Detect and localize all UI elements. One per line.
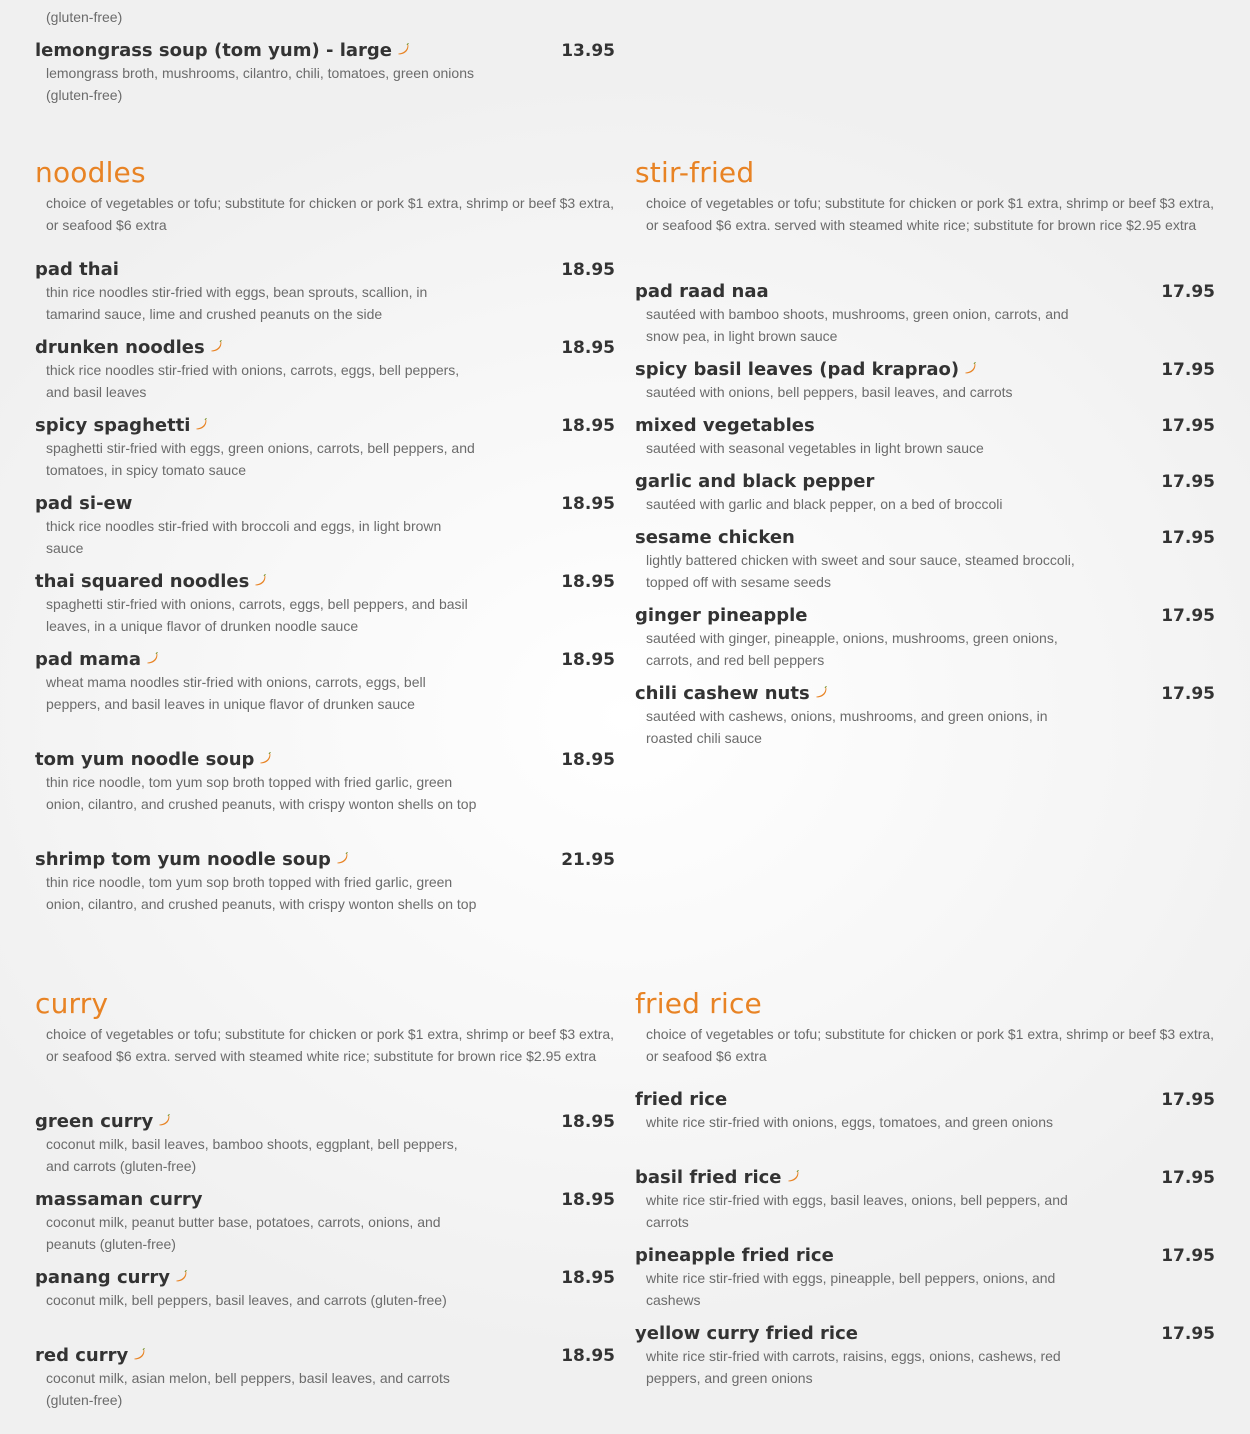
item-name: lemongrass soup (tom yum) - large	[35, 40, 393, 61]
menu-item-ginger-pineapple	[635, 605, 1215, 671]
item-price: 21.95	[561, 850, 615, 870]
menu-item-drunken-noodles	[35, 337, 615, 403]
menu-item-pineapple-fried-rice	[635, 1245, 1215, 1311]
chili-pepper-icon	[336, 852, 348, 864]
item-name: shrimp tom yum noodle soup	[35, 849, 331, 870]
menu-item-thai-squared-noodles	[35, 571, 615, 637]
item-description: spaghetti stir-fried with eggs, green onions, carrots, bell peppers, and tomatoes, in spicy tomato sauce	[46, 440, 475, 478]
menu-item-basil-fried-rice	[635, 1167, 1215, 1233]
item-name: massaman curry	[35, 1189, 203, 1210]
item-description: sautéed with bamboo shoots, mushrooms, green onion, carrots, and snow pea, in light brown sauce	[646, 306, 1069, 344]
menu-item-pad-raad-naa	[635, 281, 1215, 347]
item-name: basil fried rice	[635, 1167, 782, 1188]
item-name: pad thai	[35, 259, 119, 280]
item-price: 13.95	[561, 41, 615, 61]
item-price: 18.95	[561, 1112, 615, 1132]
item-price: 17.95	[1161, 684, 1215, 704]
item-price: 17.95	[1161, 1324, 1215, 1344]
item-description: wheat mama noodles stir-fried with onions, carrots, eggs, bell peppers, and basil leaves in unique flavor of drunken sauce	[46, 674, 426, 712]
section-note-curry: choice of vegetables or tofu; substitute for chicken or pork $1 extra, shrimp or beef $3 extra, or seafood $6 extra. served with steamed white rice; substitute for brown rice $2.95 extra	[46, 1026, 615, 1064]
menu-item-red-curry	[35, 1345, 615, 1411]
menu-item-mixed-vegetables	[635, 415, 1215, 459]
item-name: red curry	[35, 1345, 129, 1366]
item-description: coconut milk, basil leaves, bamboo shoots, eggplant, bell peppers, and carrots (gluten-free)	[46, 1136, 458, 1174]
item-name: pineapple fried rice	[635, 1245, 834, 1266]
soup-cut-desc: (gluten-free)	[46, 9, 123, 25]
item-price: 18.95	[561, 260, 615, 280]
item-name: spicy basil leaves (pad kraprao)	[635, 359, 960, 380]
chili-pepper-icon	[787, 1170, 799, 1182]
menu-item-lemongrass-soup	[35, 40, 615, 106]
item-description: thick rice noodles stir-fried with broccoli and eggs, in light brown sauce	[46, 518, 442, 556]
item-price: 17.95	[1161, 1246, 1215, 1266]
item-price: 18.95	[561, 1346, 615, 1366]
menu-item-pad-thai	[35, 259, 615, 325]
item-name: pad si-ew	[35, 493, 133, 514]
item-name: chili cashew nuts	[635, 683, 810, 704]
item-price: 18.95	[561, 494, 615, 514]
item-name: pad mama	[35, 649, 141, 670]
right-column	[635, 0, 1215, 1434]
chili-pepper-icon	[210, 340, 222, 352]
item-price: 17.95	[1161, 1168, 1215, 1188]
menu-item-garlic-black-pepper	[635, 471, 1215, 515]
item-description: sautéed with garlic and black pepper, on a bed of broccoli	[646, 496, 1003, 512]
menu-item-shrimp-tom-yum-noodle-soup	[35, 849, 615, 915]
section-title-noodles: noodles	[35, 156, 146, 189]
item-price: 18.95	[561, 650, 615, 670]
menu-item-fried-rice	[635, 1089, 1215, 1133]
item-price: 17.95	[1161, 528, 1215, 548]
menu-item-tom-yum-noodle-soup	[35, 749, 615, 815]
item-description: thin rice noodles stir-fried with eggs, bean sprouts, scallion, in tamarind sauce, lime and crushed peanuts on the side	[46, 284, 428, 322]
item-price: 18.95	[561, 338, 615, 358]
item-price: 18.95	[561, 572, 615, 592]
item-name: thai squared noodles	[35, 571, 250, 592]
item-description: coconut milk, asian melon, bell peppers, basil leaves, and carrots (gluten-free)	[46, 1370, 450, 1408]
item-description: coconut milk, bell peppers, basil leaves, and carrots (gluten-free)	[46, 1292, 447, 1308]
item-name: spicy spaghetti	[35, 415, 191, 436]
item-description: white rice stir-fried with eggs, basil leaves, onions, bell peppers, and carrots	[646, 1192, 1068, 1230]
item-price: 18.95	[561, 1268, 615, 1288]
menu-item-spicy-basil-leaves	[635, 359, 1215, 403]
item-name: pad raad naa	[635, 281, 769, 302]
item-description: sautéed with cashews, onions, mushrooms, and green onions, in roasted chili sauce	[646, 708, 1048, 746]
chili-pepper-icon	[175, 1270, 187, 1282]
item-price: 18.95	[561, 1190, 615, 1210]
item-price: 17.95	[1161, 282, 1215, 302]
menu-item-sesame-chicken	[635, 527, 1215, 593]
item-name: drunken noodles	[35, 337, 205, 358]
item-name: sesame chicken	[635, 527, 795, 548]
item-description: lightly battered chicken with sweet and sour sauce, steamed broccoli, topped off with sesame seeds	[646, 552, 1075, 590]
item-name: panang curry	[35, 1267, 170, 1288]
menu-item-yellow-curry-fried-rice	[635, 1323, 1215, 1389]
item-name: tom yum noodle soup	[35, 749, 255, 770]
menu-item-massaman-curry	[35, 1189, 615, 1255]
chili-pepper-icon	[397, 43, 409, 55]
chili-pepper-icon	[158, 1114, 170, 1126]
section-note-noodles: choice of vegetables or tofu; substitute for chicken or pork $1 extra, shrimp or beef $3 extra, or seafood $6 extra	[46, 195, 615, 233]
item-description: coconut milk, peanut butter base, potatoes, carrots, onions, and peanuts (gluten-free)	[46, 1214, 441, 1252]
left-column	[35, 0, 615, 1434]
menu-item-pad-mama	[35, 649, 615, 715]
section-note-fried-rice: choice of vegetables or tofu; substitute for chicken or pork $1 extra, shrimp or beef $3 extra, or seafood $6 extra	[646, 1026, 1215, 1064]
chili-pepper-icon	[815, 686, 827, 698]
item-name: mixed vegetables	[635, 415, 815, 436]
item-name: yellow curry fried rice	[635, 1323, 858, 1344]
item-description: sautéed with onions, bell peppers, basil leaves, and carrots	[646, 384, 1013, 400]
item-description: white rice stir-fried with carrots, raisins, eggs, onions, cashews, red peppers, and green onions	[646, 1348, 1061, 1386]
item-name: ginger pineapple	[635, 605, 808, 626]
menu-item-spicy-spaghetti	[35, 415, 615, 481]
section-title-stir-fried: stir-fried	[635, 156, 755, 189]
item-description: sautéed with seasonal vegetables in light brown sauce	[646, 440, 984, 456]
item-description: thick rice noodles stir-fried with onions, carrots, eggs, bell peppers, and basil leaves	[46, 362, 460, 400]
chili-pepper-icon	[195, 418, 207, 430]
item-price: 17.95	[1161, 472, 1215, 492]
chili-pepper-icon	[259, 752, 271, 764]
item-price: 17.95	[1161, 360, 1215, 380]
section-title-curry: curry	[35, 987, 109, 1020]
item-description: sautéed with ginger, pineapple, onions, mushrooms, green onions, carrots, and red bell peppers	[646, 630, 1058, 668]
item-price: 17.95	[1161, 1090, 1215, 1110]
item-description: white rice stir-fried with eggs, pineapple, bell peppers, onions, and cashews	[646, 1270, 1056, 1308]
item-description: thin rice noodle, tom yum sop broth topped with fried garlic, green onion, cilantro, and crushed peanuts, with crispy wonton shells on top	[46, 774, 477, 812]
menu-item-chili-cashew-nuts	[635, 683, 1215, 749]
item-name: garlic and black pepper	[635, 471, 875, 492]
menu-item-pad-si-ew	[35, 493, 615, 559]
menu-item-panang-curry	[35, 1267, 615, 1311]
chili-pepper-icon	[254, 574, 266, 586]
item-price: 18.95	[561, 416, 615, 436]
section-title-fried-rice: fried rice	[635, 987, 762, 1020]
chili-pepper-icon	[964, 362, 976, 374]
item-description: spaghetti stir-fried with onions, carrots, eggs, bell peppers, and basil leaves, in a unique flavor of drunken noodle sauce	[46, 596, 468, 634]
item-description: thin rice noodle, tom yum sop broth topped with fried garlic, green onion, cilantro, and crushed peanuts, with crispy wonton shells on top	[46, 874, 477, 912]
item-price: 17.95	[1161, 416, 1215, 436]
menu-item-green-curry	[35, 1111, 615, 1177]
item-description: lemongrass broth, mushrooms, cilantro, chili, tomatoes, green onions (gluten-free)	[46, 65, 474, 103]
item-price: 18.95	[561, 750, 615, 770]
chili-pepper-icon	[133, 1348, 145, 1360]
item-price: 17.95	[1161, 606, 1215, 626]
item-description: white rice stir-fried with onions, eggs, tomatoes, and green onions	[646, 1114, 1053, 1130]
chili-pepper-icon	[146, 652, 158, 664]
section-note-stir-fried: choice of vegetables or tofu; substitute for chicken or pork $1 extra, shrimp or beef $3 extra, or seafood $6 extra. served with steamed white rice; substitute for brown rice $2.95 extra	[646, 195, 1215, 233]
item-name: green curry	[35, 1111, 154, 1132]
item-name: fried rice	[635, 1089, 728, 1110]
